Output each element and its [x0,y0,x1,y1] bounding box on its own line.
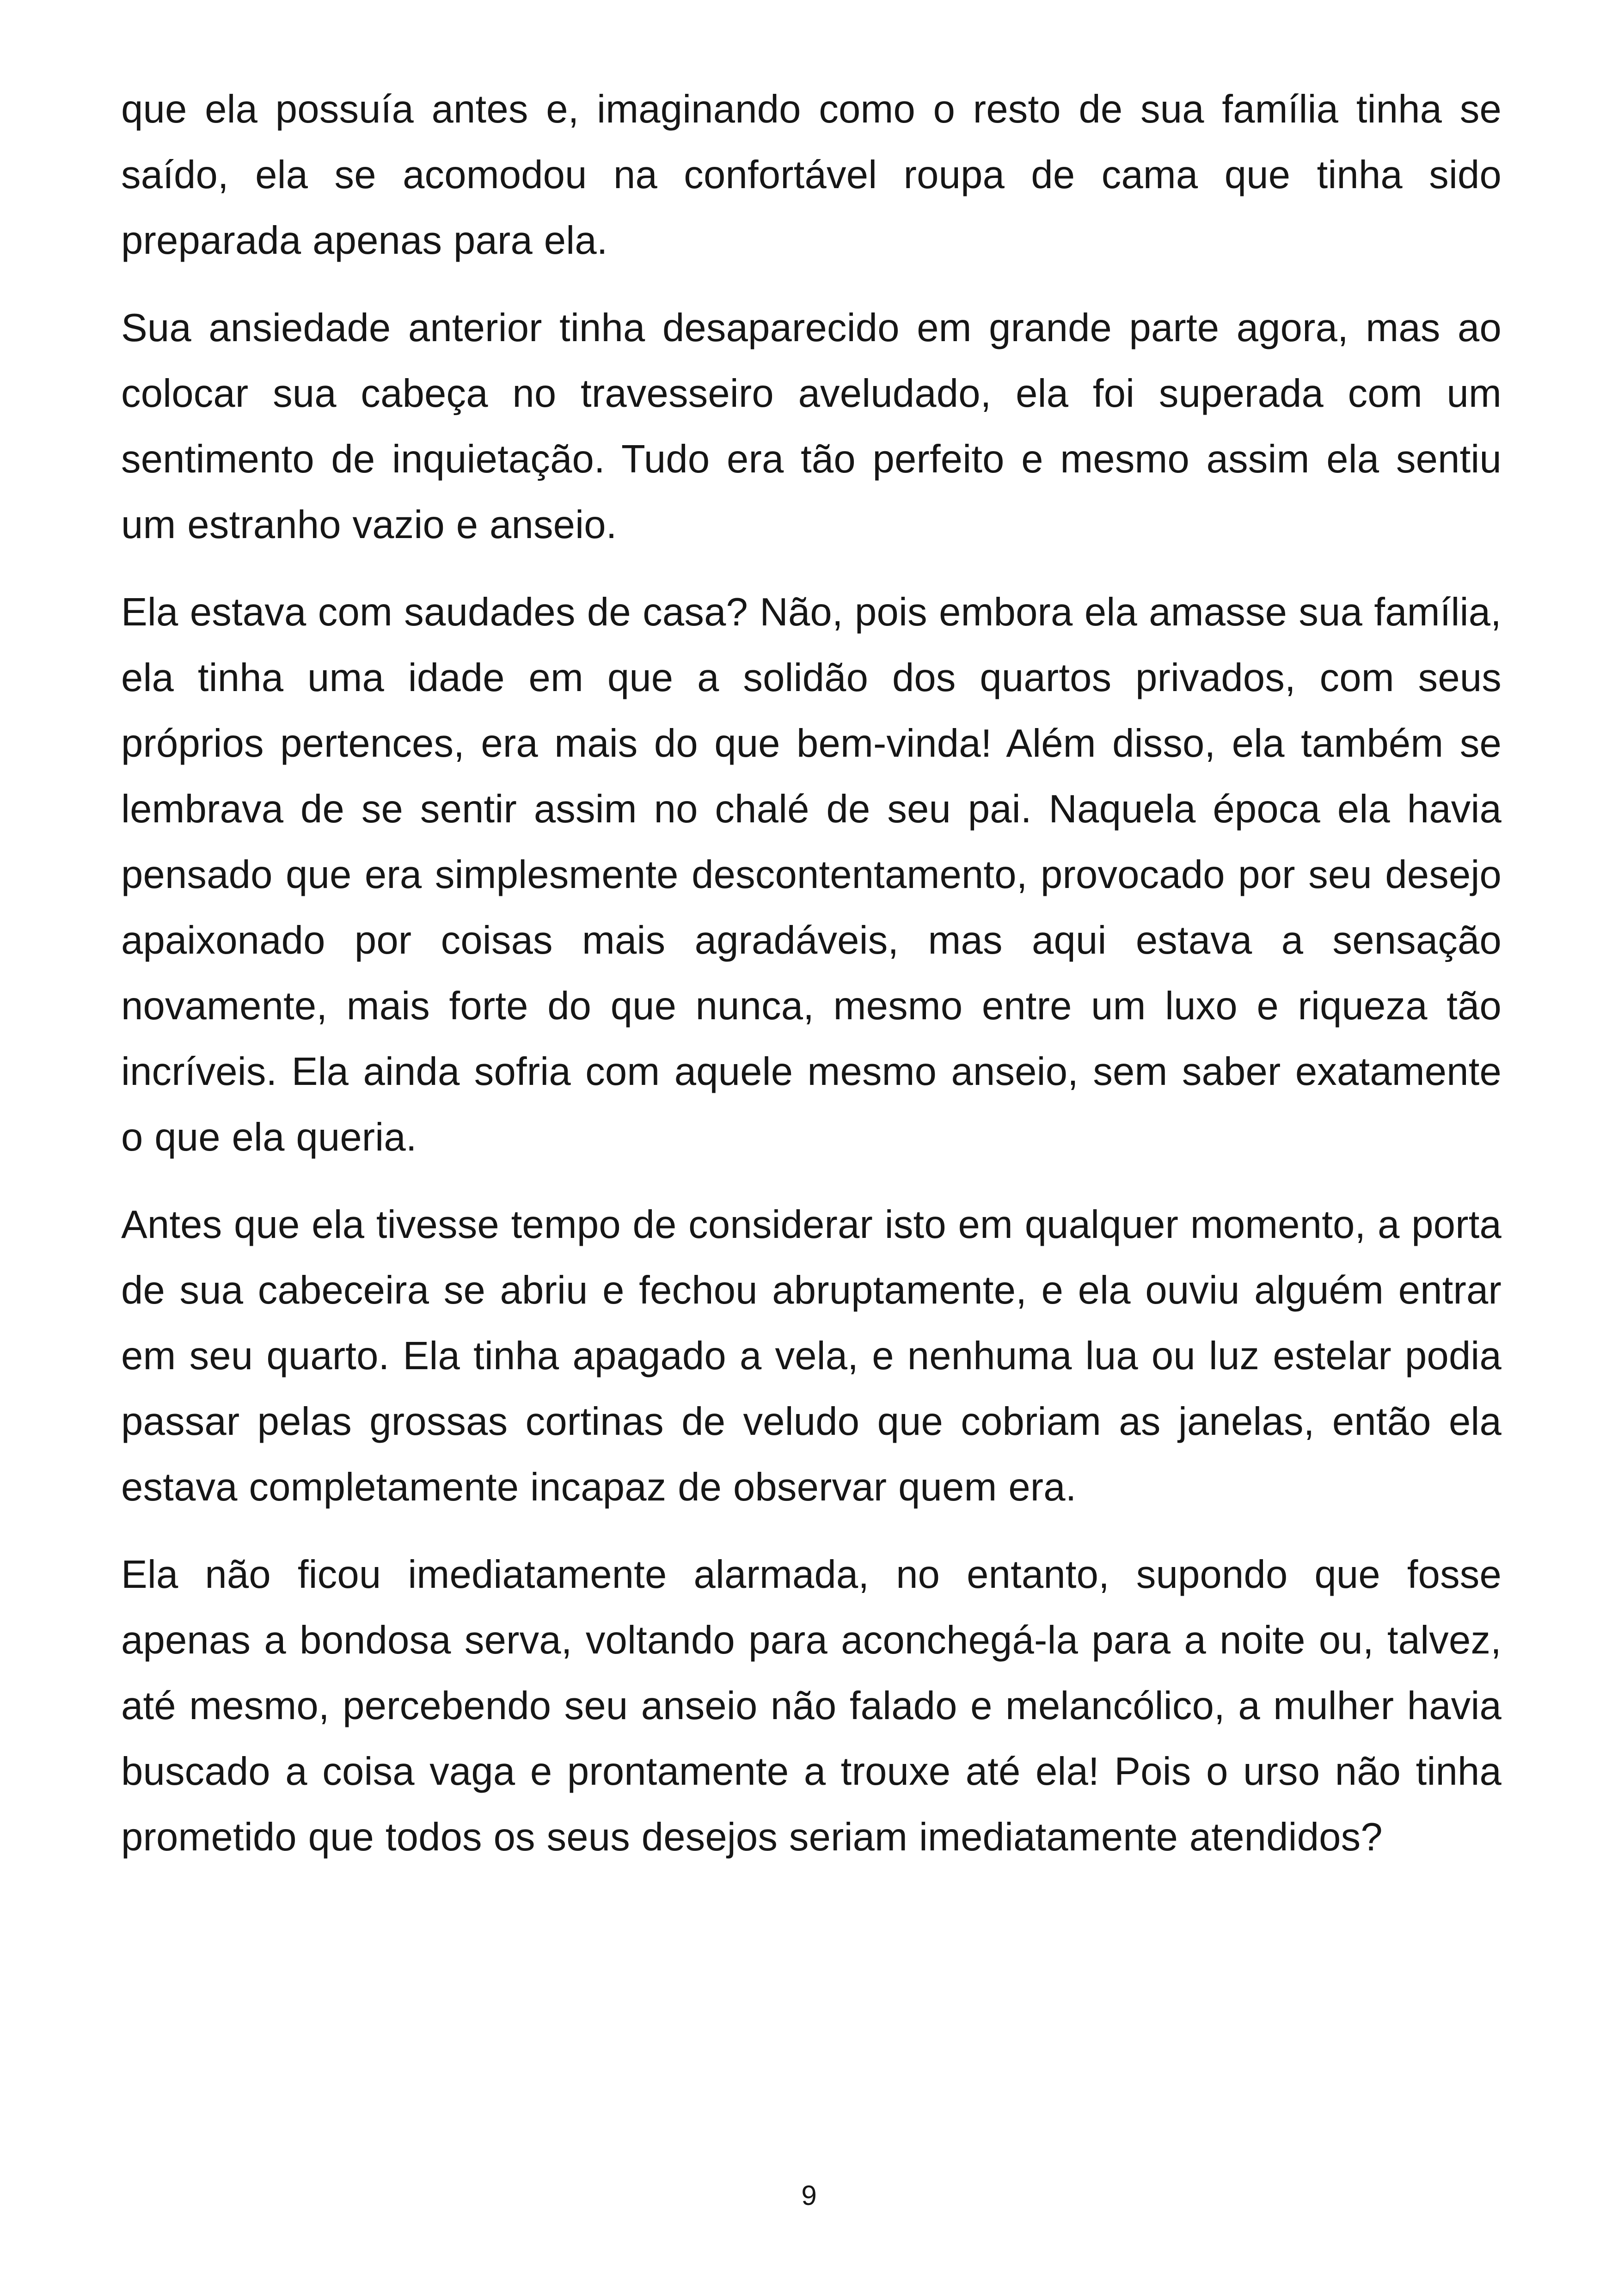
page-number: 9 [801,2180,817,2211]
page-body [121,77,1502,1892]
paragraph: Ela não ficou imediatamente alarmada, no entanto, supondo que fosse apenas a bondosa serva, voltando para aconchegá-la para a noite ou, talvez, até mesmo, percebendo seu anseio não falado e melancólico, a mulher havia buscado a coisa vaga e prontamente a trouxe até ela! Pois o urso não tinha prometido que todos os seus desejos seriam imediatamente atendidos? [121,1553,1502,1859]
paragraph: Ela estava com saudades de casa? Não, pois embora ela amasse sua família, ela tinha uma idade em que a solidão dos quartos privados, com seus próprios pertences, era mais do que bem-vinda! Além disso, ela também se lembrava de se sentir assim no chalé de seu pai. Naquela época ela havia pensado que era simplesmente descontentamento, provocado por seu desejo apaixonado por coisas mais agradáveis, mas aqui estava a sensação novamente, mais forte do que nunca, mesmo entre um luxo e riqueza tão incríveis. Ela ainda sofria com aquele mesmo anseio, sem saber exatamente o que ela queria. [121,590,1502,1159]
paragraph: que ela possuía antes e, imaginando como o resto de sua família tinha se saído, ela se acomodou na confortável roupa de cama que tinha sido preparada apenas para ela. [121,87,1502,263]
paragraph: Antes que ela tivesse tempo de considerar isto em qualquer momento, a porta de sua cabeceira se abriu e fechou abruptamente, e ela ouviu alguém entrar em seu quarto. Ela tinha apagado a vela, e nenhuma lua ou luz estelar podia passar pelas grossas cortinas de veludo que cobriam as janelas, então ela estava completamente incapaz de observar quem era. [121,1203,1502,1509]
paragraph: Sua ansiedade anterior tinha desaparecido em grande parte agora, mas ao colocar sua cabeça no travesseiro aveludado, ela foi superada com um sentimento de inquietação. Tudo era tão perfeito e mesmo assim ela sentiu um estranho vazio e anseio. [121,306,1502,547]
